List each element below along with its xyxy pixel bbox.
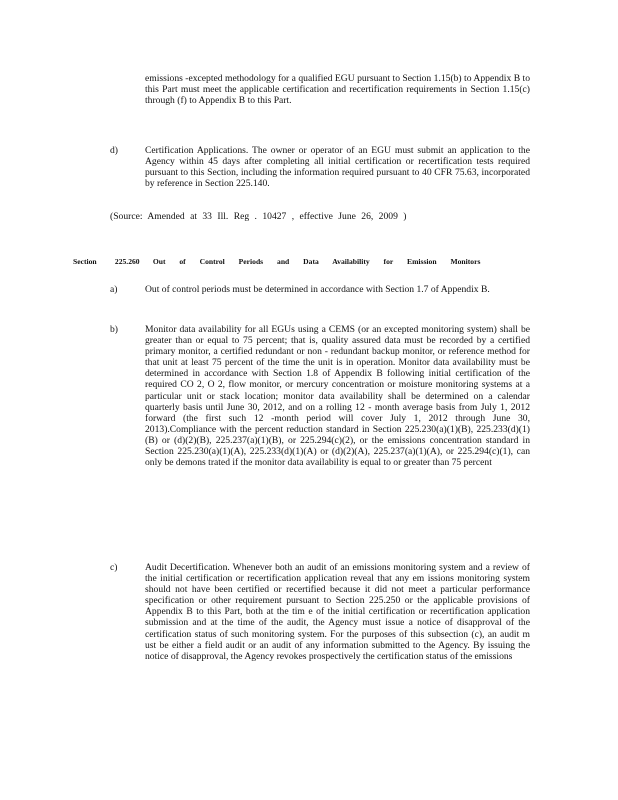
section-heading bbox=[73, 256, 513, 267]
item-b-label: b) bbox=[110, 324, 118, 335]
item-c-paragraph bbox=[145, 562, 530, 662]
section-number: 225.260 bbox=[114, 257, 140, 266]
item-a-text: Out of control periods must be determined in accordance with Section 1.7 of Appendix B. bbox=[145, 284, 490, 295]
item-b-paragraph bbox=[145, 324, 530, 468]
continuation-paragraph bbox=[145, 73, 530, 106]
item-c-label: c) bbox=[110, 562, 118, 573]
item-c-text: Audit Decertification. Whenever both an audit of an emissions monitoring system and a review of the initial certification or recertification application reveal that any em issions monitoring system should not have been certified or recertified because it did not meet a particular performance specification or other requirement pursuant to Section 225.250 or the applicable provisions of Appendix B to this Part, both at the tim e of the initial certification or recertification application submission and at the time of the audit, the Agency must issue a notice of disapproval of the certification status of such monitoring system. For the purposes of this subsection (c), an audit m ust be either a field audit or an audit of any information submitted to the Agency. By issuing the notice of disapproval, the Agency revokes prospectively the certification status of the emissions bbox=[145, 562, 530, 662]
item-d-label: d) bbox=[110, 145, 118, 156]
item-a-label: a) bbox=[110, 284, 118, 295]
item-b-text: Monitor data availability for all EGUs using a CEMS (or an excepted monitoring system) shall be greater than or equal to 75 percent; that is, quality assured data must be recorded by a certified primary monitor, a certified redundant or non - redundant backup monitor, or reference method for that unit at least 75 percent of the time the unit is in operation. Monitor data availability must be determined in accordance with Section 1.8 of Appendix B following initial certification of the required CO 2, O 2, flow monitor, or mercury concentration or moisture monitoring systems at a particular unit or stack location; monitor data availability shall be determined on a calendar quarterly basis until June 30, 2012, and on a rolling 12 - month average basis from July 1, 2012 forward (the first such 12 -month period will cover July 1, 2012 through June 30, 2013).Compliance with the percent reduction standard in Section 225.230(a)(1)(B), 225.233(d)(1)(B) or (d)(2)(B), 225.237(a)(1)(B), or 225.294(c)(2), or the emissions concentration standard in Section 225.230(a)(1)(A), 225.233(d)(1)(A) or (d)(2)(A), 225.237(a)(1)(A), or 225.294(c)(1), can only be demons trated if the monitor data availability is equal to or greater than 75 percent bbox=[145, 324, 530, 469]
continuation-text: emissions -excepted methodology for a qualified EGU pursuant to Section 1.15(b) to Appendix B to this Part must meet the applicable certification and recertification requirements in Section 1.15(c) through (f) to Appendix B to this Part. bbox=[145, 73, 530, 107]
section-title: Out of Control Periods and Data Availability for Emission Monitors bbox=[152, 257, 481, 266]
item-d-paragraph bbox=[145, 145, 530, 189]
item-a-paragraph bbox=[145, 284, 530, 295]
source-note: (Source: Amended at 33 Ill. Reg . 10427 , effective June 26, 2009 ) bbox=[110, 211, 407, 222]
item-d-text: Certification Applications. The owner or operator of an EGU must submit an application to the Agency within 45 days after completing all initial certification or recertification tests required pursuant to this Section, including the information required pursuant to 40 CFR 75.63, incorporated by reference in Section 225.140. bbox=[145, 145, 530, 190]
section-word: Section bbox=[73, 257, 97, 266]
